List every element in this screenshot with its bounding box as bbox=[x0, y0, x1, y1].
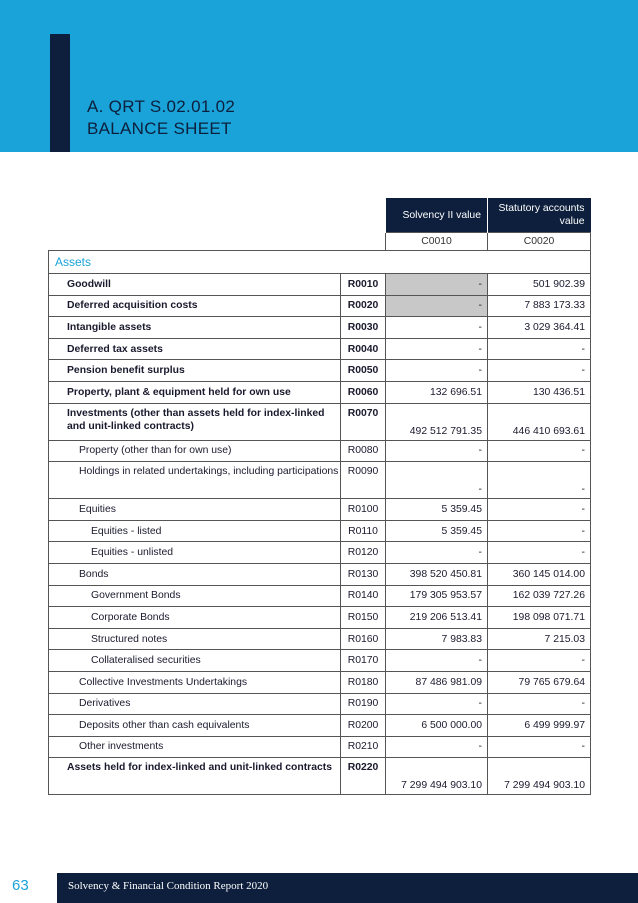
row-label: Equities - unlisted bbox=[49, 542, 341, 564]
table-row bbox=[49, 381, 591, 403]
row-code: R0140 bbox=[341, 585, 386, 607]
row-code: R0150 bbox=[341, 607, 386, 629]
row-label: Goodwill bbox=[49, 274, 341, 296]
table-row bbox=[49, 274, 591, 296]
table-row bbox=[49, 758, 591, 795]
table-row bbox=[49, 693, 591, 715]
row-solvency-value: - bbox=[386, 338, 488, 360]
table-row bbox=[49, 607, 591, 629]
row-solvency-value: 398 520 450.81 bbox=[386, 563, 488, 585]
row-statutory-value: - bbox=[488, 360, 591, 382]
row-statutory-value: - bbox=[488, 736, 591, 758]
row-solvency-value: 219 206 513.41 bbox=[386, 607, 488, 629]
header-accent-bar bbox=[50, 34, 70, 152]
row-statutory-value: 6 499 999.97 bbox=[488, 715, 591, 737]
table-row bbox=[49, 295, 591, 317]
row-code: R0080 bbox=[341, 440, 386, 462]
row-statutory-value: 162 039 727.26 bbox=[488, 585, 591, 607]
section-title: Assets bbox=[49, 251, 591, 274]
table-row bbox=[49, 462, 591, 499]
row-solvency-value: 179 305 953.57 bbox=[386, 585, 488, 607]
row-statutory-value: 501 902.39 bbox=[488, 274, 591, 296]
page-title-line2: BALANCE SHEET bbox=[87, 119, 232, 138]
row-code: R0160 bbox=[341, 628, 386, 650]
row-label: Structured notes bbox=[49, 628, 341, 650]
table-row bbox=[49, 736, 591, 758]
row-solvency-value: 7 299 494 903.10 bbox=[386, 758, 488, 795]
row-code: R0120 bbox=[341, 542, 386, 564]
row-label: Government Bonds bbox=[49, 585, 341, 607]
header-spacer bbox=[49, 198, 386, 233]
row-solvency-value: - bbox=[386, 693, 488, 715]
row-statutory-value: 3 029 364.41 bbox=[488, 317, 591, 339]
row-label: Deposits other than cash equivalents bbox=[49, 715, 341, 737]
row-code: R0070 bbox=[341, 403, 386, 440]
row-solvency-value: 6 500 000.00 bbox=[386, 715, 488, 737]
column-header-row bbox=[49, 198, 591, 233]
row-code: R0180 bbox=[341, 671, 386, 693]
table-body bbox=[49, 274, 591, 795]
row-statutory-value: 446 410 693.61 bbox=[488, 403, 591, 440]
row-code: R0130 bbox=[341, 563, 386, 585]
row-code: R0020 bbox=[341, 295, 386, 317]
row-code: R0050 bbox=[341, 360, 386, 382]
row-label: Investments (other than assets held for index-linked and unit-linked contracts) bbox=[49, 403, 341, 440]
row-label: Deferred acquisition costs bbox=[49, 295, 341, 317]
row-statutory-value: 198 098 071.71 bbox=[488, 607, 591, 629]
row-label: Other investments bbox=[49, 736, 341, 758]
row-solvency-value: 5 359.45 bbox=[386, 520, 488, 542]
row-label: Corporate Bonds bbox=[49, 607, 341, 629]
row-label: Holdings in related undertakings, including participations bbox=[49, 462, 341, 499]
table-row bbox=[49, 338, 591, 360]
row-solvency-value: 132 696.51 bbox=[386, 381, 488, 403]
row-statutory-value: - bbox=[488, 650, 591, 672]
row-code: R0210 bbox=[341, 736, 386, 758]
row-solvency-value: - bbox=[386, 542, 488, 564]
row-code: R0010 bbox=[341, 274, 386, 296]
row-code: R0060 bbox=[341, 381, 386, 403]
row-label: Collective Investments Undertakings bbox=[49, 671, 341, 693]
code-spacer bbox=[49, 233, 386, 251]
row-statutory-value: 130 436.51 bbox=[488, 381, 591, 403]
page-number: 63 bbox=[12, 877, 29, 894]
row-code: R0040 bbox=[341, 338, 386, 360]
balance-sheet-table bbox=[48, 198, 591, 795]
row-code: R0100 bbox=[341, 499, 386, 521]
row-code: R0030 bbox=[341, 317, 386, 339]
row-solvency-value: 87 486 981.09 bbox=[386, 671, 488, 693]
table-row bbox=[49, 360, 591, 382]
table-row bbox=[49, 520, 591, 542]
row-label: Assets held for index-linked and unit-linked contracts bbox=[49, 758, 341, 795]
balance-sheet-table-wrap bbox=[48, 198, 590, 795]
column-code-row bbox=[49, 233, 591, 251]
page-title bbox=[87, 96, 235, 140]
row-label: Property (other than for own use) bbox=[49, 440, 341, 462]
row-statutory-value: 7 299 494 903.10 bbox=[488, 758, 591, 795]
row-statutory-value: - bbox=[488, 693, 591, 715]
row-label: Derivatives bbox=[49, 693, 341, 715]
table-row bbox=[49, 650, 591, 672]
row-label: Equities - listed bbox=[49, 520, 341, 542]
table-row bbox=[49, 499, 591, 521]
row-label: Intangible assets bbox=[49, 317, 341, 339]
col-header-statutory: Statutory accounts value bbox=[488, 198, 591, 233]
row-statutory-value: - bbox=[488, 338, 591, 360]
row-code: R0170 bbox=[341, 650, 386, 672]
row-solvency-value: - bbox=[386, 317, 488, 339]
page-title-line1: A. QRT S.02.01.02 bbox=[87, 97, 236, 116]
row-statutory-value: - bbox=[488, 499, 591, 521]
row-statutory-value: - bbox=[488, 520, 591, 542]
row-code: R0090 bbox=[341, 462, 386, 499]
section-row-assets bbox=[49, 251, 591, 274]
row-solvency-value: - bbox=[386, 274, 488, 296]
row-solvency-value: - bbox=[386, 462, 488, 499]
row-label: Property, plant & equipment held for own use bbox=[49, 381, 341, 403]
row-statutory-value: - bbox=[488, 542, 591, 564]
row-statutory-value: 79 765 679.64 bbox=[488, 671, 591, 693]
footer-text: Solvency & Financial Condition Report 2020 bbox=[68, 880, 269, 892]
row-label: Deferred tax assets bbox=[49, 338, 341, 360]
table-row bbox=[49, 403, 591, 440]
row-statutory-value: 360 145 014.00 bbox=[488, 563, 591, 585]
col-code-c0020: C0020 bbox=[488, 233, 591, 251]
table-row bbox=[49, 563, 591, 585]
row-solvency-value: - bbox=[386, 360, 488, 382]
col-code-c0010: C0010 bbox=[386, 233, 488, 251]
table-row bbox=[49, 542, 591, 564]
row-code: R0200 bbox=[341, 715, 386, 737]
row-solvency-value: - bbox=[386, 440, 488, 462]
table-row bbox=[49, 585, 591, 607]
row-label: Pension benefit surplus bbox=[49, 360, 341, 382]
row-label: Bonds bbox=[49, 563, 341, 585]
row-statutory-value: - bbox=[488, 462, 591, 499]
table-row bbox=[49, 628, 591, 650]
row-code: R0190 bbox=[341, 693, 386, 715]
row-label: Equities bbox=[49, 499, 341, 521]
row-statutory-value: 7 883 173.33 bbox=[488, 295, 591, 317]
table-row bbox=[49, 440, 591, 462]
row-code: R0110 bbox=[341, 520, 386, 542]
row-solvency-value: 5 359.45 bbox=[386, 499, 488, 521]
row-solvency-value: 492 512 791.35 bbox=[386, 403, 488, 440]
row-solvency-value: 7 983.83 bbox=[386, 628, 488, 650]
row-solvency-value: - bbox=[386, 295, 488, 317]
row-solvency-value: - bbox=[386, 736, 488, 758]
row-code: R0220 bbox=[341, 758, 386, 795]
col-header-solvency: Solvency II value bbox=[386, 198, 488, 233]
row-solvency-value: - bbox=[386, 650, 488, 672]
row-statutory-value: 7 215.03 bbox=[488, 628, 591, 650]
table-row bbox=[49, 671, 591, 693]
row-statutory-value: - bbox=[488, 440, 591, 462]
table-row bbox=[49, 317, 591, 339]
row-label: Collateralised securities bbox=[49, 650, 341, 672]
table-row bbox=[49, 715, 591, 737]
